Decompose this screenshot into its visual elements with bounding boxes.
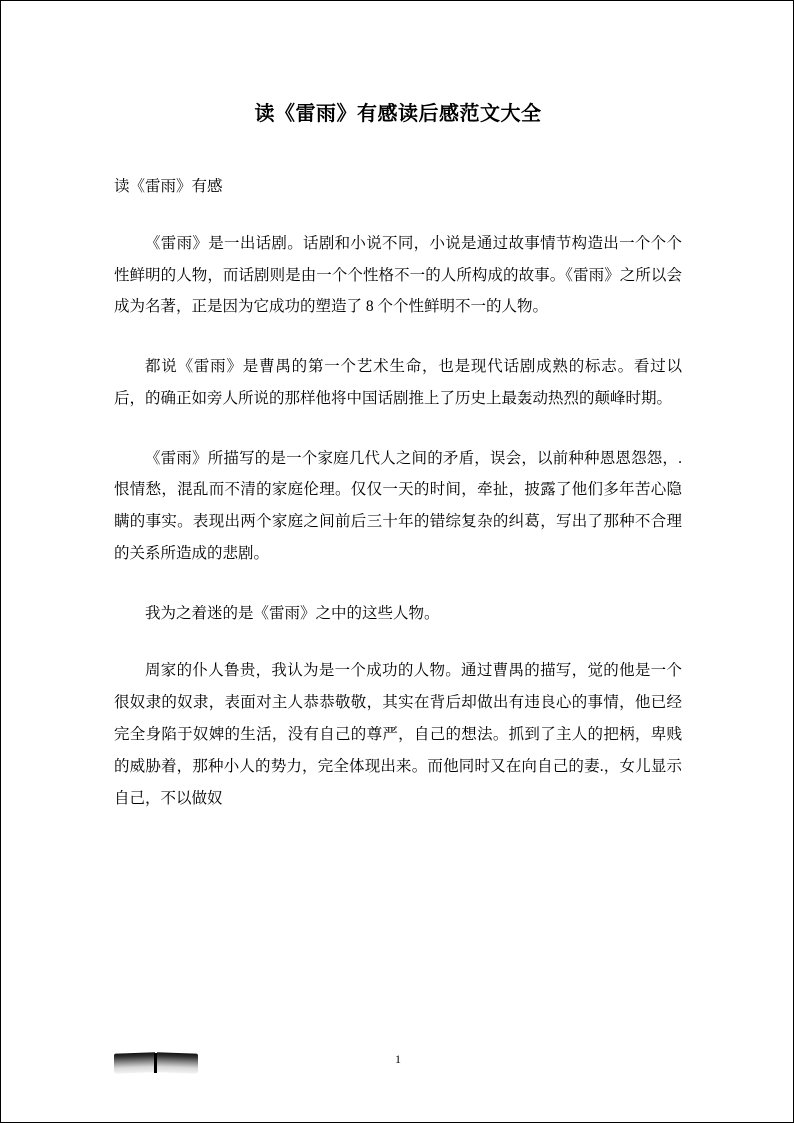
- paragraph-1: 《雷雨》是一出话剧。话剧和小说不同，小说是通过故事情节构造出一个个个性鲜明的人物，而话剧则是由一个个性格不一的人所构成的故事。《雷雨》之所以会成为名著，正是因为它成功的塑造了 8 个个性鲜明不一的人物。: [114, 234, 682, 316]
- paragraph-5: 周家的仆人鲁贵，我认为是一个成功的人物。通过曹禺的描写，觉的他是一个很奴隶的奴隶，表面对主人恭恭敬敬，其实在背后却做出有违良心的事情，他已经完全身陷于奴婢的生活，没有自己的尊严，自己的想法。抓到了主人的把柄，卑贱的威胁着，那种小人的势力，完全体现出来。而他同时又在向自己的妻.，女儿显示自己，不以做奴: [114, 662, 682, 807]
- section-subheading: 读《雷雨》有感: [114, 178, 223, 195]
- paragraph-4: 我为之着迷的是《雷雨》之中的这些人物。: [145, 604, 440, 622]
- page-footer: [1, 1052, 794, 1076]
- paragraph-2: 都说《雷雨》是曹禺的第一个艺术生命，也是现代话剧成熟的标志。看过以后，的确正如旁人所说的那样他将中国话剧推上了历史上最轰动热烈的颠峰时期。: [114, 358, 682, 407]
- document-body: [114, 1, 682, 814]
- page-number: 1: [395, 1052, 401, 1066]
- paragraph-3: 《雷雨》所描写的是一个家庭几代人之间的矛盾，误会，以前种种恩恩怨怨，. 恨情愁，混乱而不清的家庭伦理。仅仅一天的时间，牵扯，披露了他们多年苦心隐瞒的事实。表现出两个家庭之间前后三十年的错综复杂的纠葛，写出了那种不合理的关系所造成的悲剧。: [114, 449, 682, 562]
- page-title: 读《雷雨》有感读后感范文大全: [254, 103, 542, 125]
